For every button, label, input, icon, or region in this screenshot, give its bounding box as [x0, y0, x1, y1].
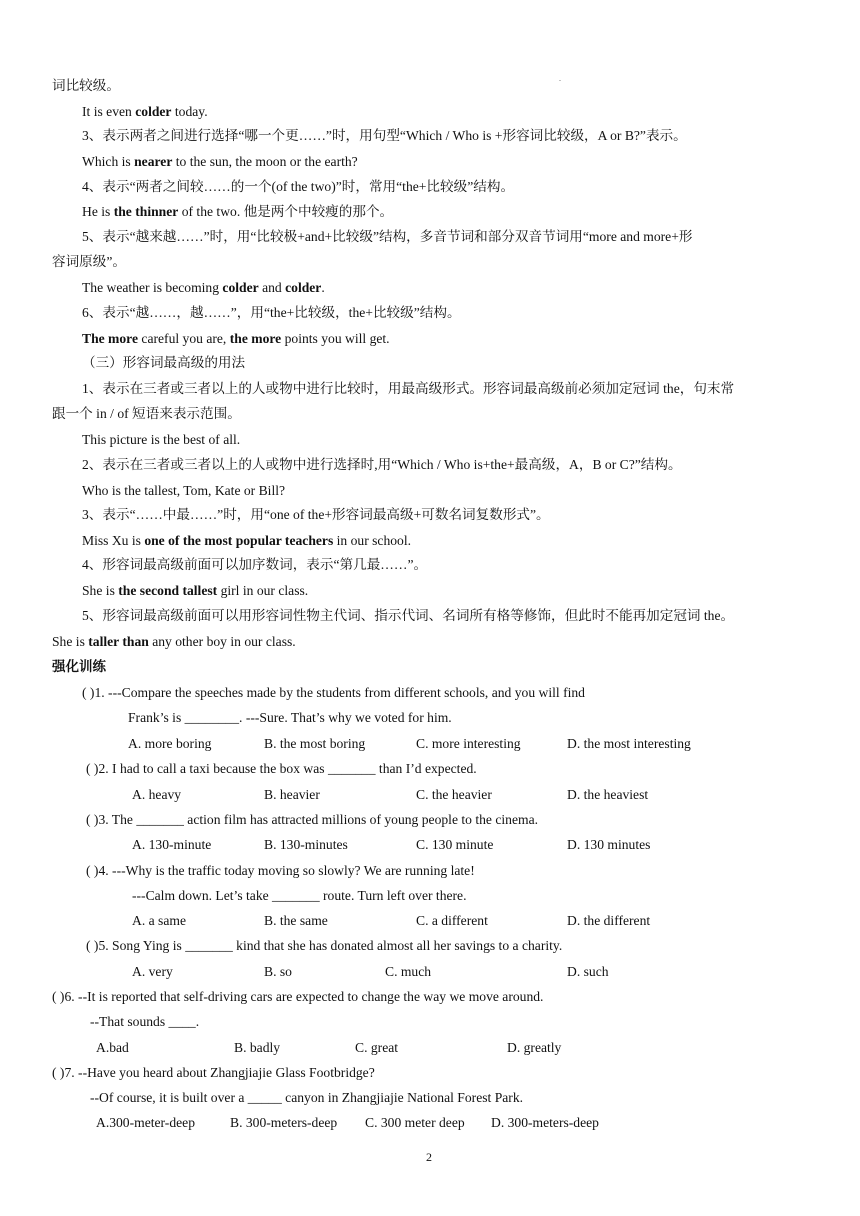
section-heading: （三）形容词最高级的用法 [82, 355, 246, 370]
option-a: A. more boring [128, 736, 212, 751]
option-c: C. 300 meter deep [365, 1115, 465, 1130]
example-sentence: Who is the tallest, Tom, Kate or Bill? [82, 483, 286, 498]
option-a: A. heavy [132, 787, 182, 802]
option-c: C. much [385, 964, 432, 979]
rule-3: 3、表示两者之间进行选择“哪一个更……”时，用句型“Which / Who is +形容词比较级，A or B?”表示。 [82, 128, 687, 143]
option-d: D. 130 minutes [567, 837, 651, 852]
question-2: ( )2. I had to call a taxi because the box was _______ than I’d expected. [86, 761, 477, 776]
question-6-cont: --That sounds ____. [90, 1014, 200, 1029]
rule-s1-cont: 跟一个 in / of 短语来表示范围。 [52, 406, 241, 421]
question-7-cont: --Of course, it is built over a _____ canyon in Zhangjiajie National Forest Park. [90, 1090, 524, 1105]
example-sentence: The more careful you are, the more points you will get. [82, 331, 390, 346]
example-sentence: She is the second tallest girl in our class. [82, 583, 309, 598]
option-c: C. a different [416, 913, 488, 928]
option-d: D. greatly [507, 1040, 562, 1055]
rule-5-cont: 容词原级”。 [52, 254, 127, 269]
option-b: B. the same [264, 913, 328, 928]
option-c: C. 130 minute [416, 837, 494, 852]
rule-s2: 2、表示在三者或三者以上的人或物中进行选择时,用“Which / Who is+the+最高级，A，B or C?”结构。 [82, 457, 682, 472]
example-sentence: The weather is becoming colder and colder. [82, 280, 325, 295]
option-a: A. 130-minute [132, 837, 212, 852]
option-d: D. the heaviest [567, 787, 649, 802]
question-5: ( )5. Song Ying is _______ kind that she has donated almost all her savings to a charity. [86, 938, 563, 953]
rule-5: 5、表示“越来越……”时，用“比较极+and+比较级”结构，多音节词和部分双音节词用“more and more+形 [82, 229, 693, 244]
option-c: C. great [355, 1040, 399, 1055]
text-line: 词比较级。 [52, 78, 120, 93]
option-a: A.300-meter-deep [96, 1115, 195, 1130]
rule-4: 4、表示“两者之间较……的一个(of the two)”时，常用“the+比较级”结构。 [82, 179, 515, 194]
example-sentence: She is taller than any other boy in our class. [52, 634, 296, 649]
rule-s3: 3、表示“……中最……”时，用“one of the+形容词最高级+可数名词复数形式”。 [82, 507, 550, 522]
question-7: ( )7. --Have you heard about Zhangjiajie Glass Footbridge? [52, 1065, 375, 1080]
option-b: B. 300-meters-deep [230, 1115, 338, 1130]
question-1: ( )1. ---Compare the speeches made by the students from different schools, and you will find [82, 685, 585, 700]
question-4: ( )4. ---Why is the traffic today moving so slowly? We are running late! [86, 863, 475, 878]
example-sentence: Miss Xu is one of the most popular teachers in our school. [82, 533, 412, 548]
option-b: B. heavier [264, 787, 320, 802]
question-3: ( )3. The _______ action film has attracted millions of young people to the cinema. [86, 812, 539, 827]
question-6: ( )6. --It is reported that self-driving cars are expected to change the way we move around. [52, 989, 544, 1004]
option-d: D. such [567, 964, 609, 979]
option-a: A. very [132, 964, 173, 979]
example-sentence: He is the thinner of the two. 他是两个中较瘦的那个。 [82, 204, 394, 219]
example-sentence: It is even colder today. [82, 104, 208, 119]
rule-6: 6、表示“越……，越……”，用“the+比较级，the+比较级”结构。 [82, 305, 461, 320]
option-d: D. the most interesting [567, 736, 691, 751]
option-b: B. 130-minutes [264, 837, 348, 852]
option-c: C. more interesting [416, 736, 521, 751]
option-a: A.bad [96, 1040, 129, 1055]
option-b: B. badly [234, 1040, 281, 1055]
practice-heading: 强化训练 [52, 659, 106, 675]
page-number: 2 [426, 1150, 432, 1164]
rule-s1: 1、表示在三者或三者以上的人或物中进行比较时，用最高级形式。形容词最高级前必须加定冠词 the，句末常 [82, 381, 735, 396]
rule-s4: 4、形容词最高级前面可以加序数词，表示“第几最……”。 [82, 557, 428, 572]
option-a: A. a same [132, 913, 186, 928]
option-c: C. the heavier [416, 787, 492, 802]
example-sentence: This picture is the best of all. [82, 432, 241, 447]
option-d: D. the different [567, 913, 651, 928]
rule-s5: 5、形容词最高级前面可以用形容词性物主代词、指示代词、名词所有格等修饰，但此时不能再加定冠词 the。 [82, 608, 735, 623]
option-d: D. 300-meters-deep [491, 1115, 599, 1130]
option-b: B. so [264, 964, 292, 979]
stray-dot: . [559, 74, 561, 83]
option-b: B. the most boring [264, 736, 366, 751]
question-1-cont: Frank’s is ________. ---Sure. That’s why we voted for him. [128, 710, 452, 725]
example-sentence: Which is nearer to the sun, the moon or the earth? [82, 154, 358, 169]
question-4-cont: ---Calm down. Let’s take _______ route. Turn left over there. [132, 888, 467, 903]
